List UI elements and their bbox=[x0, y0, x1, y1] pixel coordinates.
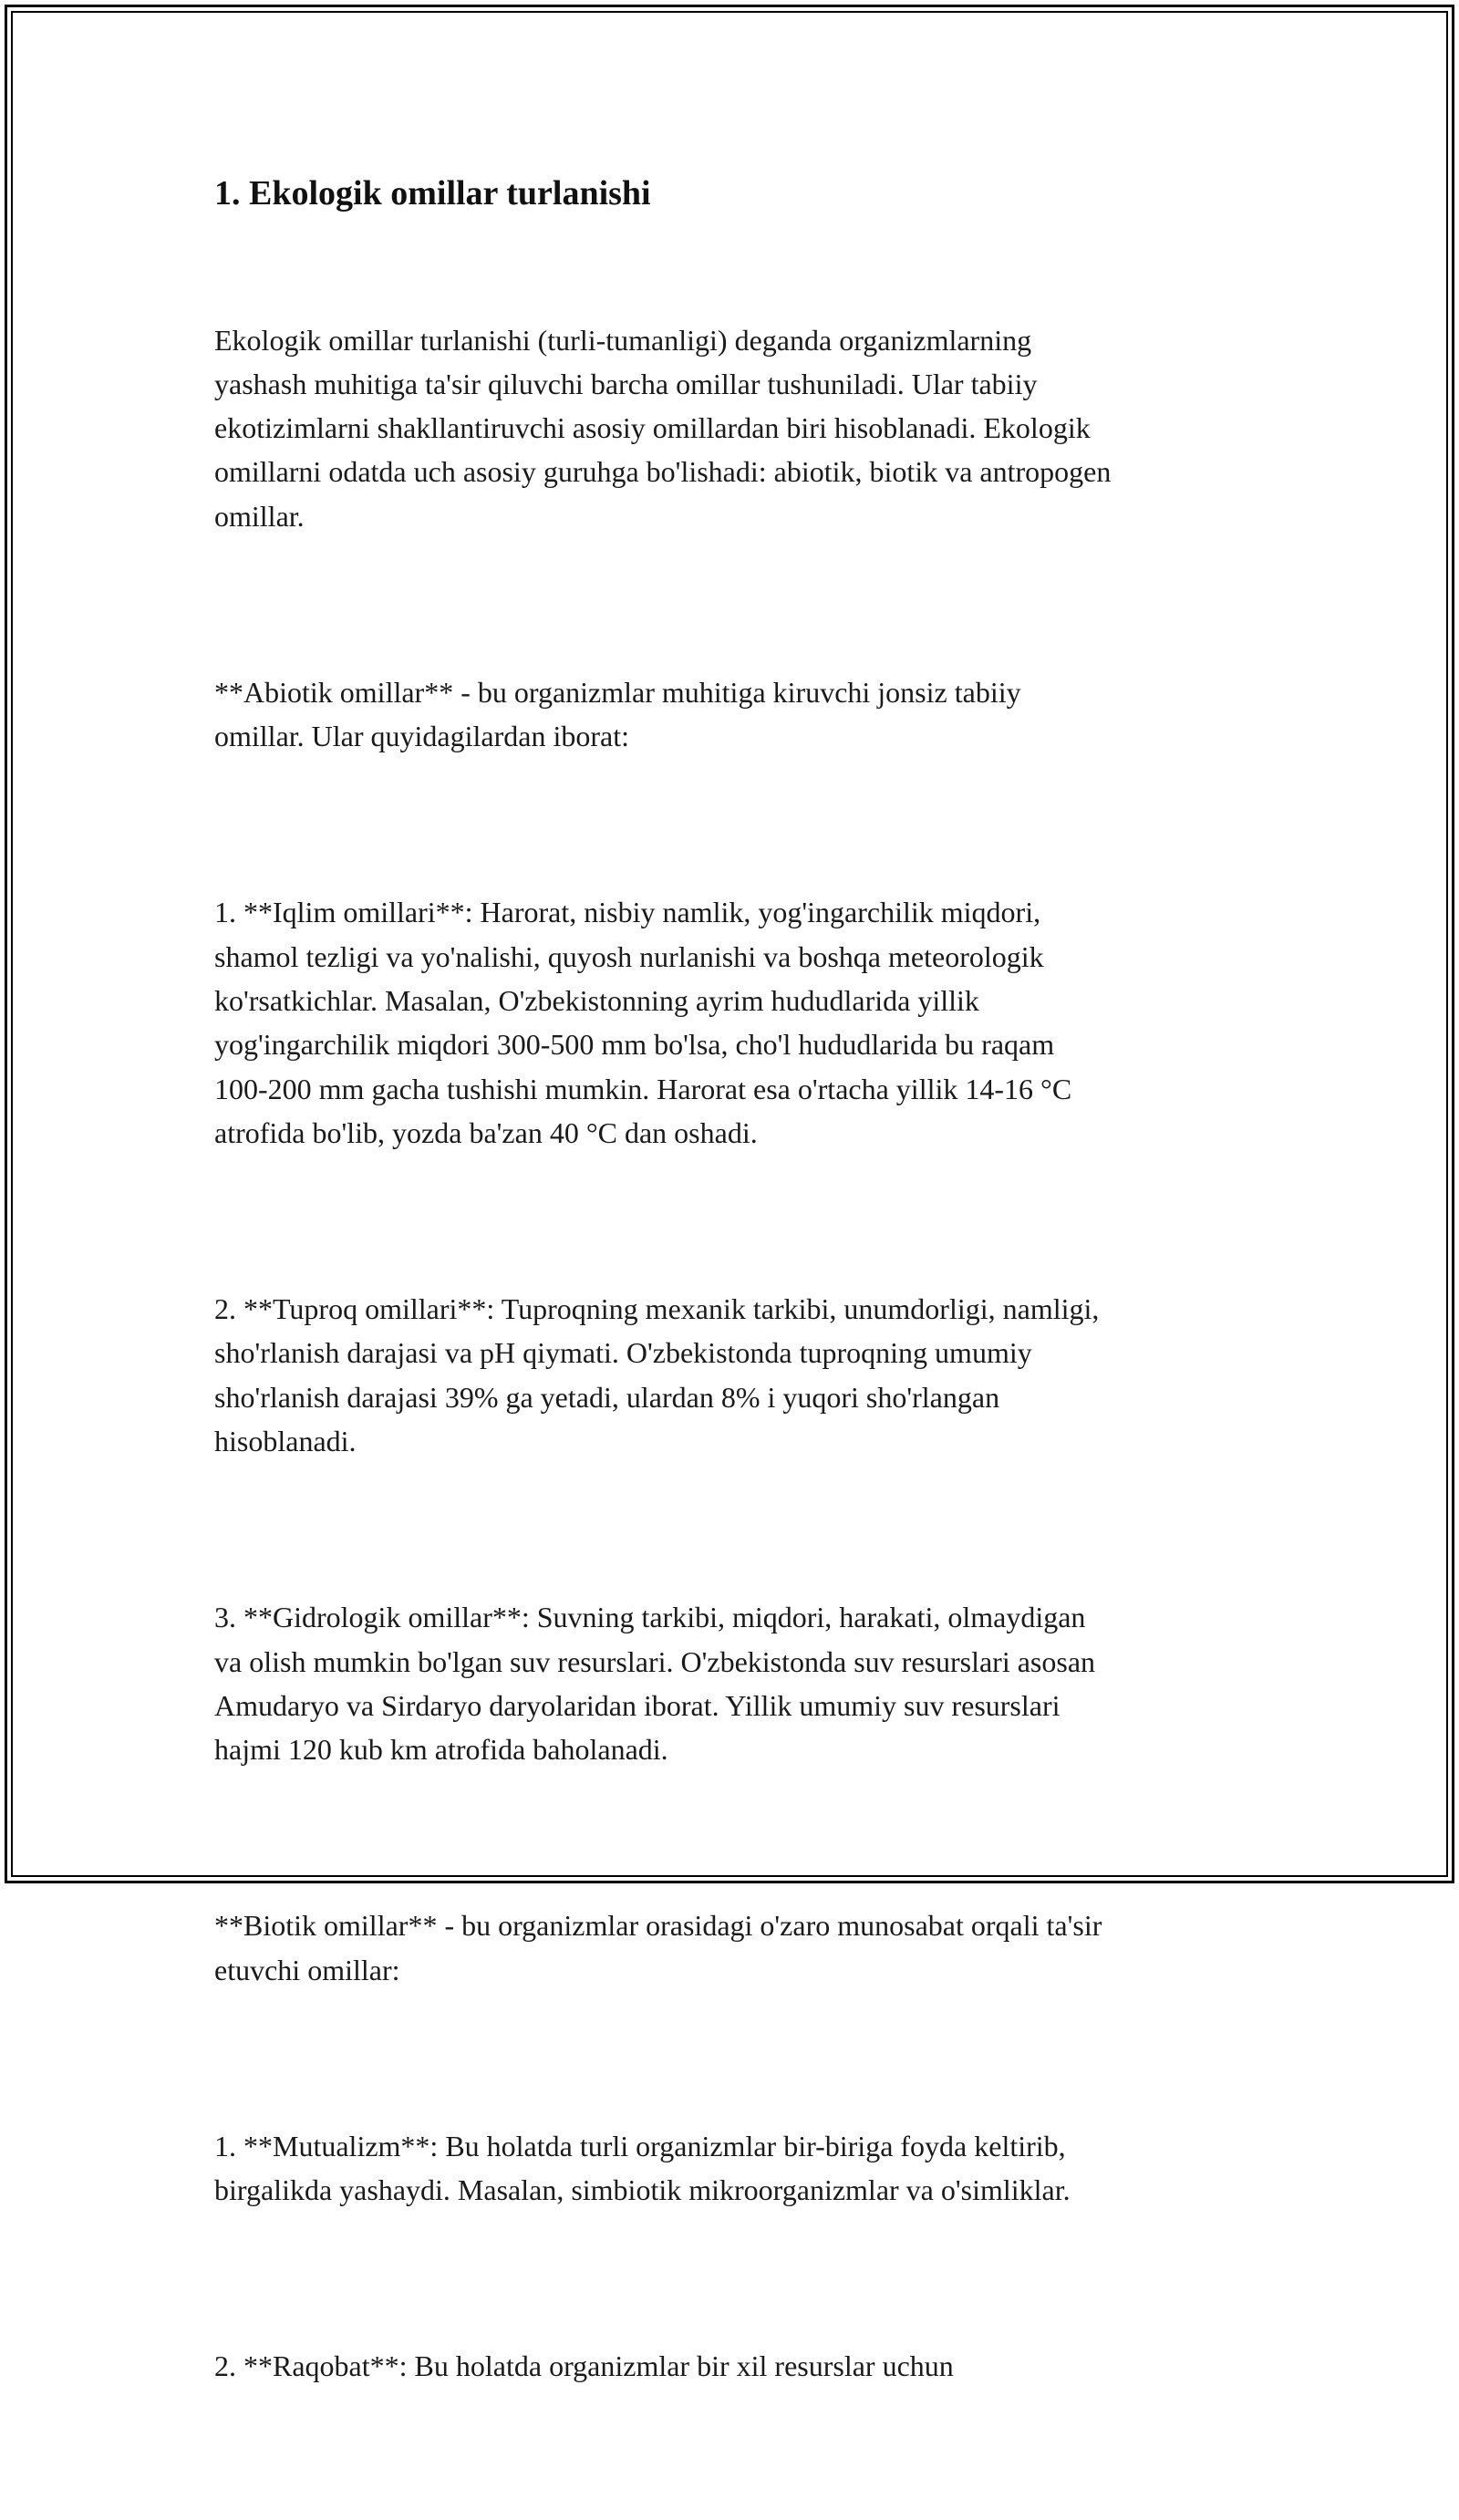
document-text bbox=[214, 230, 1258, 2520]
paragraph-competition: 2. **Raqobat**: Bu holatda organizmlar bir xil resurslar uchun bbox=[214, 2349, 954, 2383]
paragraph-biotic-intro: **Biotik omillar** - bu organizmlar orasidagi o'zaro munosabat orqali ta'sir etuvchi omillar: bbox=[214, 1909, 1102, 1986]
paragraph-abiotic-intro: **Abiotik omillar** - bu organizmlar muhitiga kiruvchi jonsiz tabiiy omillar. Ular quyidagilardan iborat: bbox=[214, 675, 1021, 753]
paragraph-intro: Ekologik omillar turlanishi (turli-tumanligi) deganda organizmlarning yashash muhitiga ta'sir qiluvchi barcha omillar tushuniladi. Ular tabiiy ekotizimlarni shakllantiruvchi asosiy omillardan biri hisoblanadi. Ekologik omillarni odatda uch asosiy guruhga bo'lishadi: abiotik, biotik va antropogen omillar. bbox=[214, 323, 1112, 533]
paragraph-climate-factors: 1. **Iqlim omillari**: Harorat, nisbiy namlik, yog'ingarchilik miqdori, shamol tezligi va yo'nalishi, quyosh nurlanishi va boshqa meteorologik ko'rsatkichlar. Masalan, O'zbekistonning ayrim hududlarida yillik yog'ingarchilik miqdori 300-500 mm bo'lsa, cho'l hududlarida bu raqam 100-200 mm gacha tushishi mumkin. Harorat esa o'rtacha yillik 14-16 °C atrofida bo'lib, yozda ba'zan 40 °C dan oshadi. bbox=[214, 896, 1072, 1149]
document-body bbox=[214, 170, 1258, 2520]
paragraph-mutualism: 1. **Mutualizm**: Bu holatda turli organizmlar bir-biriga foyda keltirib, birgalikda yashaydi. Masalan, simbiotik mikroorganizmlar va o'simliklar. bbox=[214, 2129, 1071, 2207]
paragraph-hydrologic-factors: 3. **Gidrologik omillar**: Suvning tarkibi, miqdori, harakati, olmaydigan va olish mumkin bo'lgan suv resurslari. O'zbekistonda suv resurslari asosan Amudaryo va Sirdaryo daryolaridan iborat. Yillik umumiy suv resurslari hajmi 120 kub km atrofida baholanadi. bbox=[214, 1601, 1096, 1767]
section-heading: 1. Ekologik omillar turlanishi bbox=[214, 174, 651, 213]
paragraph-soil-factors: 2. **Tuproq omillari**: Tuproqning mexanik tarkibi, unumdorligi, namligi, sho'rlanish darajasi va pH qiymati. O'zbekistonda tuproqning umumiy sho'rlanish darajasi 39% ga yetadi, ulardan 8% i yuqori sho'rlangan hisoblanadi. bbox=[214, 1292, 1100, 1458]
